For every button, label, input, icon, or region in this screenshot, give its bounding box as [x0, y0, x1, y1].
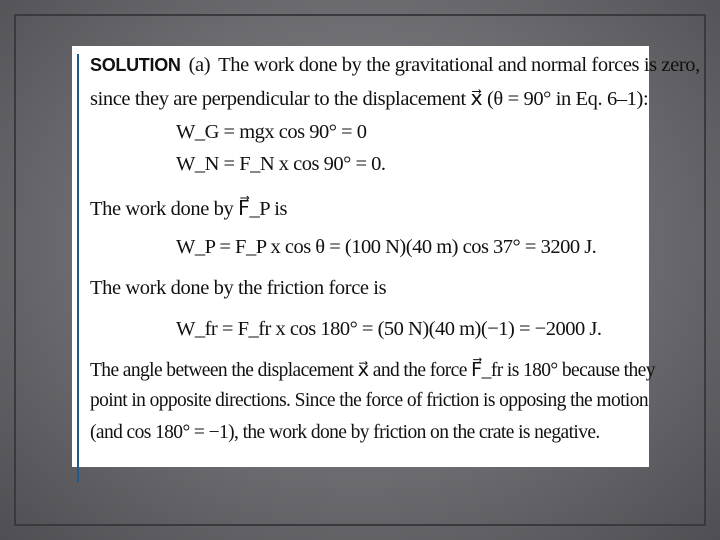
solution-document-image [72, 46, 700, 467]
text-line-work-by-fp: The work done by F⃗_P is [90, 198, 288, 220]
slide-frame-top [14, 14, 706, 16]
equation-work-friction: W_fr = F_fr x cos 180° = (50 N)(40 m)(−1) = −2000 J. [176, 318, 602, 340]
part-label: (a) [188, 54, 211, 76]
text-line-2: since they are perpendicular to the displacement x⃗ (θ = 90° in Eq. 6–1): [90, 88, 649, 110]
text-line-angle-2: point in opposite directions. Since the force of friction is opposing the motion [90, 390, 649, 411]
equation-work-normal: W_N = F_N x cos 90° = 0. [176, 153, 386, 175]
margin-rule [77, 54, 79, 482]
slide-frame-right [704, 14, 706, 526]
text-line-friction: The work done by the friction force is [90, 277, 387, 299]
text-line-angle-1: The angle between the displacement x⃗ and the force F⃗_fr is 180° because they [90, 360, 655, 381]
equation-work-gravity: W_G = mgx cos 90° = 0 [176, 121, 367, 143]
solution-heading-line [90, 54, 700, 77]
slide-frame-bottom [14, 524, 706, 526]
text-line-angle-3: (and cos 180° = −1), the work done by friction on the crate is negative. [90, 422, 600, 443]
equation-work-pull: W_P = F_P x cos θ = (100 N)(40 m) cos 37° = 3200 J. [176, 236, 597, 258]
text-line-1: The work done by the gravitational and normal forces is zero, [218, 54, 700, 76]
solution-label: SOLUTION [90, 55, 181, 75]
slide-frame-left [14, 14, 16, 526]
